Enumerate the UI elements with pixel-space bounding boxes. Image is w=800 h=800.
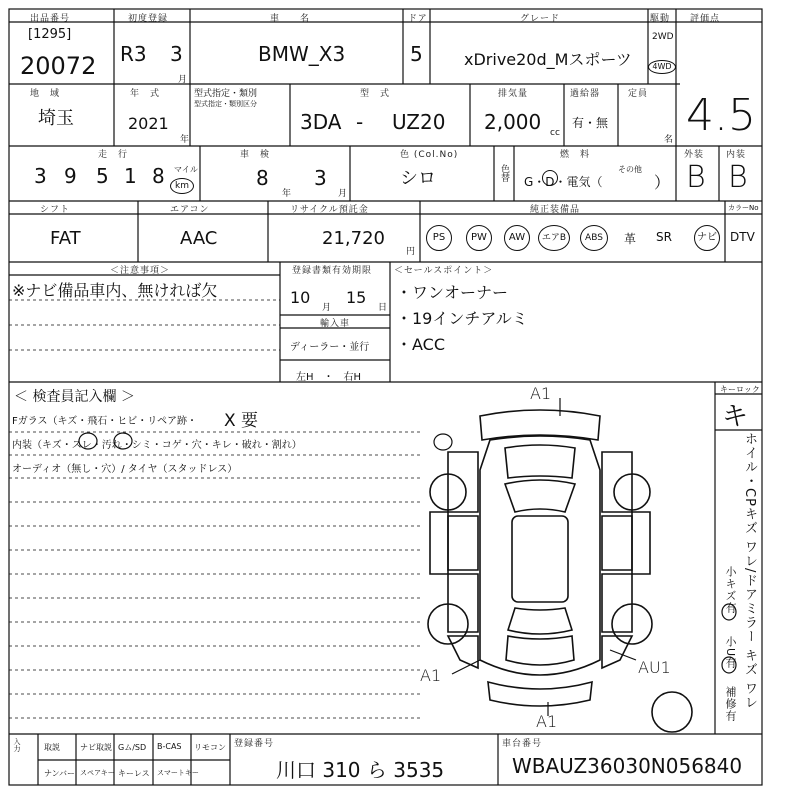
car-grade: xDrive20d_Mスポーツ: [464, 50, 632, 69]
first-reg-era: R3: [120, 42, 147, 66]
equip-pw: PW: [466, 225, 492, 251]
label-inspection: 車 検: [240, 150, 271, 160]
reg-expiry-month: 10: [290, 288, 311, 307]
displacement-value: 2,000: [484, 110, 542, 134]
car-doors: 5: [410, 42, 423, 66]
color-change: 色替: [499, 164, 509, 182]
label-aircon: エアコン: [170, 205, 210, 215]
model-code-prefix: 3DA: [300, 110, 342, 134]
label-model-code: 型 式: [360, 89, 391, 99]
notes-text: ※ナビ備品車内、無ければ欠: [12, 281, 218, 300]
mileage-km-circled: km: [170, 178, 194, 194]
interior-value: B: [728, 160, 748, 195]
bottom-spare-key: スペアキー: [80, 769, 115, 777]
inspector-line-3: オーディオ（無し・穴）/ タイヤ（スタッドレス）: [12, 464, 238, 475]
label-drive: 駆動: [650, 14, 671, 24]
handle-value: 左H ・ 右H: [296, 372, 362, 383]
equip-dtv: DTV: [730, 230, 755, 244]
equip-abs: ABS: [580, 225, 608, 251]
first-reg-month: 3: [170, 42, 183, 66]
label-color: 色 (Col.No): [400, 150, 459, 160]
recycle-amount: 21,720: [322, 228, 385, 249]
damage-left-rear: A1: [420, 666, 442, 685]
side-note-small-u: 小U有: [724, 636, 737, 670]
bottom-manual: 取説: [44, 743, 60, 752]
reg-expiry-day: 15: [346, 288, 367, 307]
sales-point-1: ・ワンオーナー: [396, 283, 509, 302]
label-mileage: 走 行: [98, 150, 129, 160]
label-plate: 登録番号: [234, 739, 275, 749]
sales-point-3: ・ACC: [396, 335, 446, 354]
label-inspector: ＜ 検査員記入欄 ＞: [14, 389, 135, 405]
fuel-d-circle: [542, 170, 558, 186]
score-value: 4.5: [686, 90, 756, 141]
label-doors: ドア: [408, 14, 428, 24]
label-recycle: リサイクル預託金: [290, 205, 369, 215]
mileage-digit-3: 5: [96, 164, 109, 188]
bottom-number: ナンバー: [44, 769, 76, 778]
drive-4wd-circled: 4WD: [648, 60, 676, 74]
recycle-unit: 円: [406, 247, 416, 257]
fuel-close: ）: [654, 173, 671, 192]
shift-value: FAT: [50, 228, 81, 249]
displacement-unit: cc: [550, 128, 560, 138]
mileage-digit-4: 1: [124, 164, 137, 188]
import-value: ディーラー・並行: [290, 342, 370, 353]
equip-airbag: エアB: [538, 225, 570, 251]
lot-number: 20072: [20, 52, 97, 80]
car-name: BMW_X3: [258, 42, 346, 66]
bottom-smart-key: スマートキー: [157, 769, 199, 777]
model-year-value: 2021: [128, 114, 169, 133]
inspection-month-unit: 月: [338, 189, 348, 199]
bottom-navi-manual: ナビ取説: [80, 743, 112, 752]
bottom-remote: リモコン: [194, 743, 226, 752]
damage-right-rear: AU1: [638, 658, 671, 677]
inspector-line-1: Fガラス（キズ・飛石・ヒビ・リペア跡・: [12, 416, 198, 427]
label-chassis: 車台番号: [502, 739, 543, 749]
color-value: シロ: [400, 168, 436, 189]
lot-bracket: [1295]: [28, 27, 72, 42]
label-first-reg: 初度登録: [128, 14, 169, 24]
plate-value: 川口 310 ら 3535: [276, 758, 445, 782]
reg-expiry-month-unit: 月: [322, 303, 332, 313]
label-displacement: 排気量: [498, 89, 529, 99]
model-year-unit: 年: [180, 135, 190, 145]
drive-2wd: 2WD: [652, 32, 674, 42]
mileage-digit-2: 9: [64, 164, 77, 188]
label-fuel: 燃 料: [560, 150, 591, 160]
aircon-value: AAC: [180, 228, 218, 249]
equip-leather: 革: [624, 232, 637, 246]
label-key-lock: キーロック: [720, 385, 760, 394]
inspection-year: 8: [256, 166, 269, 190]
mileage-digit-5: 8: [152, 164, 165, 188]
side-note-small-scratch: 小キズ有: [724, 566, 737, 614]
exterior-value: B: [686, 160, 706, 195]
chassis-value: WBAUZ36030N056840: [512, 754, 743, 778]
bottom-bcas: B-CAS: [157, 742, 182, 751]
label-equipment: 純正装備品: [530, 205, 581, 215]
damage-rear: A1: [536, 712, 558, 731]
model-code-dash: -: [356, 110, 364, 134]
fuel-other: その他: [618, 165, 642, 174]
key-lock-mark: キ: [722, 402, 749, 432]
sales-point-2: ・19インチアルミ: [396, 309, 528, 328]
label-grade: グレード: [520, 14, 561, 24]
label-interior: 内装: [726, 150, 747, 160]
mileage-digit-1: 3: [34, 164, 47, 188]
type-cert-small: 型式指定・類別区分: [194, 100, 257, 108]
side-note-repair: 補修有: [724, 686, 737, 722]
bottom-side-label: 入力: [13, 738, 21, 752]
label-notes: ＜注意事項＞: [110, 266, 171, 276]
label-color-no: カラーNo: [728, 204, 759, 212]
glass-mark: X 要: [224, 411, 259, 431]
label-sales-points: ＜セールスポイント＞: [394, 266, 494, 276]
label-region: 地 域: [30, 89, 61, 99]
label-exterior: 外装: [684, 150, 705, 160]
equip-sr: SR: [656, 230, 672, 244]
model-code-code: UZ20: [392, 110, 446, 134]
label-lot-no: 出品番号: [30, 14, 71, 24]
label-capacity: 定員: [628, 89, 649, 99]
inspection-year-unit: 年: [282, 189, 292, 199]
reg-expiry-day-unit: 日: [378, 303, 388, 313]
label-reg-expiry: 登録書類有効期限: [292, 266, 373, 276]
region-value: 埼玉: [38, 108, 74, 129]
label-model-name: 車 名: [270, 14, 311, 24]
label-turbo: 過給器: [570, 89, 601, 99]
bottom-sd: Gム/SD: [118, 743, 147, 752]
equip-navi: ナビ: [694, 225, 720, 251]
first-reg-month-unit: 月: [178, 75, 188, 85]
fuel-value: G・D・電気（: [524, 175, 603, 189]
inspector-line-2: 内装（キズ・スレ・汚れ・シミ・コゲ・穴・キレ・破れ・割れ）: [12, 440, 302, 451]
label-type-cert: 型式指定・類別: [194, 89, 258, 99]
equip-ps: PS: [426, 225, 452, 251]
label-shift: シフト: [40, 205, 71, 215]
turbo-value: 有・無: [572, 116, 609, 130]
capacity-unit: 名: [664, 135, 674, 145]
inspection-month: 3: [314, 166, 327, 190]
equip-aw: AW: [504, 225, 530, 251]
mileage-mile: マイル: [174, 165, 198, 174]
bottom-keyless: キーレス: [118, 769, 150, 778]
label-import: 輸入車: [320, 319, 351, 329]
car-diagram: [428, 410, 692, 732]
label-model-year: 年 式: [130, 89, 161, 99]
damage-front: A1: [530, 384, 552, 403]
side-note-main: ホイル・CPキズ ワレ/ドアミラー キズ ワレ: [742, 432, 757, 710]
label-score: 評価点: [690, 14, 721, 24]
